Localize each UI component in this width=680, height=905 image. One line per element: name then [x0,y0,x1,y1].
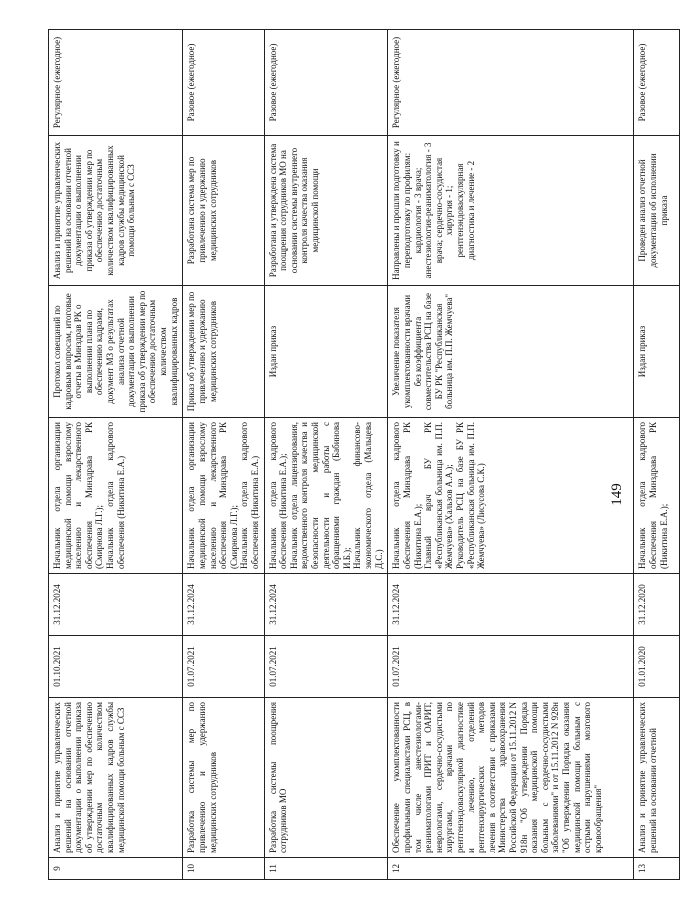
start-date-cell: 01.10.2021 [49,636,183,698]
indicator-cell: Анализ и принятие управленческих решений на основании отчетной документации о выполнении приказа об утверждении мер по обеспечению достаточным количеством квалифицированных кадров службы медицинской помощи больным с ССЗ [49,136,183,286]
table-row [49,30,183,880]
responsible-cell: Начальник отдела организации медицинской помощи взрослому населению и лекарственного обеспечения Минздрава РК (Смирнова Л.Г.); Начальник отдела кадрового обеспечения (Никитина Е.А.) [49,418,183,574]
task-cell: Анализ и принятие управленческих решений на основании отчетной [634,698,680,858]
row-number: 10 [183,858,264,880]
page-number: 149 [608,483,625,506]
task-cell: Анализ и принятие управленческих решений на основании отчетной документации о выполнении приказа об утверждении мер по обеспечению достаточным количеством квалифицированных кадров службы медицинской помощи больным с ССЗ [49,698,183,858]
rotated-table-area [48,30,669,880]
end-date-cell: 31.12.2024 [388,574,634,636]
start-date-cell: 01.07.2021 [264,636,388,698]
result-cell: Приказ об утверждении мер по привлечению и удержанию медицинских сотрудников [183,286,264,418]
measures-table [48,29,680,880]
responsible-cell: Начальник отдела кадрового обеспечения (Никитина Е.А.); Начальник отдела лицензирования, ведомственного контроля качества и безопасности медицинской деятельности и работы с обращениями граждан (Бабинова И.Б.); Начальник финансово-экономического отдела (Мальцева Д.С.) [264,418,388,574]
result-cell: Издан приказ [634,286,680,418]
row-number: 11 [264,858,388,880]
table-row [388,30,634,880]
start-date-cell: 01.01.2020 [634,636,680,698]
table-row [264,30,388,880]
result-cell: Увеличение показателя укомплектованности врачами без коэффициента совместительства РСЦ на базе БУ РК "Республиканская больница им. П.П. Жемчуева" [388,286,634,418]
periodicity-cell: Регулярное (ежегодное) [49,30,183,136]
periodicity-cell: Разовое (ежегодное) [634,30,680,136]
responsible-cell: Начальник отдела кадрового обеспечения Минздрава РК (Никитина Е.А.); [634,418,680,574]
result-cell: Протокол совещаний по кадровым вопросам, итоговые отчеты в Минздрав РК о выполнении плана по обеспечению кадрами, документ МЗ о результатах анализа отчетной документации о выполнении приказа об утверждении мер по обеспечению достаточным количеством квалифицированных кадров [49,286,183,418]
periodicity-cell: Разовое (ежегодное) [264,30,388,136]
indicator-cell: Разработана система мер по привлечению и удержанию медицинских сотрудников [183,136,264,286]
periodicity-cell: Регулярное (ежегодное) [388,30,634,136]
start-date-cell: 01.07.2021 [183,636,264,698]
row-number: 13 [634,858,680,880]
end-date-cell: 31.12.2024 [264,574,388,636]
responsible-cell: Начальник отдела кадрового обеспечения Минздрава РК (Никитина Е.А.); Главный врач БУ РК «Республиканская больница им. П.П. Жемчуева» (Хальзов А.А.); Руководитель РСЦ на базе БУ РК «Республиканская больница им. П.П. Жемчуева» (Лисусова С.К.) [388,418,634,574]
row-number: 12 [388,858,634,880]
table-row [183,30,264,880]
task-cell: Разработка системы поощрения сотрудников МО [264,698,388,858]
indicator-cell: Проведен анализ отчетной документации об исполнении приказа [634,136,680,286]
end-date-cell: 31.12.2024 [49,574,183,636]
end-date-cell: 31.12.2024 [183,574,264,636]
start-date-cell: 01.07.2021 [388,636,634,698]
task-cell: Обеспечение укомплектованности профильными специалистами РСЦ, в том числе анестезиологами-реаниматологами ПРИТ и ОАРИТ, неврологами, сердечно-сосудистыми хирургами, врачами по рентгенэндоваскулярной диагностике и лечению, отделений рентгенхирургических методов лечения в соответствии с приказами Министерства здравоохранения Российской Федерации от 15.11.2012 N 918н "Об утверждении Порядка оказания медицинской помощи больным с сердечно-сосудистыми заболеваниями" и от 15.11.2012 N 928н "Об утверждении Порядка оказания медицинской помощи больным с острыми нарушениями мозгового кровообращения" [388,698,634,858]
end-date-cell: 31.12.2020 [634,574,680,636]
row-number: 9 [49,858,183,880]
table-row [634,30,680,880]
result-cell: Издан приказ [264,286,388,418]
indicator-cell: Направлены и прошли подготовку и переподготовку по профилям: кардиология - 3 врача; анестезиология-реаниматология - 3 врача; сердечно-сосудистая хирургия - 1; рентгенэндоваскулярная диагностика и лечение - 2 [388,136,634,286]
task-cell: Разработка системы мер по привлечению и удержанию медицинских сотрудников [183,698,264,858]
indicator-cell: Разработана и утверждена система поощрения сотрудников МО на основании системы внутреннего контроля качества оказания медицинской помощи [264,136,388,286]
responsible-cell: Начальник отдела организации медицинской помощи взрослому населению и лекарственного обеспечения Минздрава РК (Смирнова Л.Г.); Начальник отдела кадрового обеспечения (Никитина Е.А.) [183,418,264,574]
periodicity-cell: Разовое (ежегодное) [183,30,264,136]
